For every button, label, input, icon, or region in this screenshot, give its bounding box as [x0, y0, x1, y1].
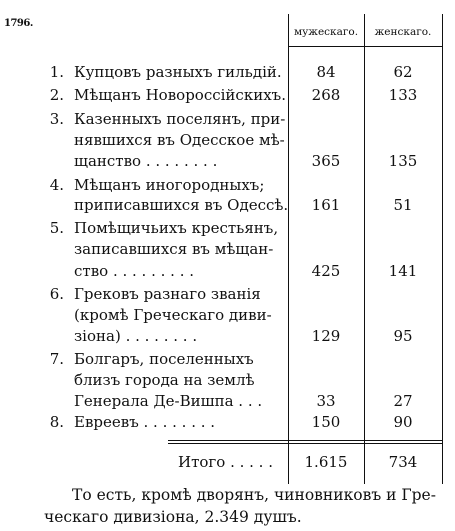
- row-number: 3.: [49, 110, 64, 128]
- header-female: женскаго.: [374, 26, 432, 38]
- year-marker: 1796.: [4, 18, 33, 29]
- total-label: Итого . . . . .: [178, 453, 273, 471]
- value-male: 268: [311, 86, 341, 104]
- row-label-line: Мѣщанъ иногородныхъ;: [74, 176, 265, 194]
- row-number: 1.: [49, 63, 64, 81]
- header-male: мужескаго.: [293, 26, 359, 38]
- row-label-line: Болгаръ, поселенныхъ: [74, 350, 254, 368]
- table-rule-right: [442, 14, 443, 484]
- value-female: 62: [393, 63, 413, 81]
- row-label-line: Помѣщичьихъ крестьянъ,: [74, 219, 279, 237]
- value-male: 129: [311, 327, 341, 345]
- value-male: 161: [311, 196, 341, 214]
- value-female: 51: [393, 196, 413, 214]
- value-female: 95: [393, 327, 413, 345]
- row-label-line: (кромѣ Греческаго диви-: [74, 306, 272, 324]
- total-female: 734: [388, 453, 418, 471]
- row-label-line: ство . . . . . . . . .: [74, 262, 194, 280]
- row-label-line: зіона) . . . . . . . .: [74, 327, 198, 345]
- row-number: 4.: [49, 176, 64, 194]
- row-number: 6.: [49, 285, 64, 303]
- row-number: 2.: [49, 86, 64, 104]
- value-male: 33: [316, 392, 336, 410]
- row-label: Мѣщанъ Новороссійскихъ.: [74, 86, 286, 104]
- total-rule-2: [168, 443, 443, 444]
- value-female: 90: [393, 413, 413, 431]
- value-female: 141: [388, 262, 418, 280]
- value-female: 133: [388, 86, 418, 104]
- value-female: 27: [393, 392, 413, 410]
- value-female: 135: [388, 152, 418, 170]
- row-label-line: приписавшихся въ Одессѣ.: [74, 196, 289, 214]
- row-number: 8.: [49, 413, 64, 431]
- row-number: 5.: [49, 219, 64, 237]
- total-rule-1: [168, 440, 443, 441]
- row-number: 7.: [49, 350, 64, 368]
- value-male: 84: [316, 63, 336, 81]
- row-label-line: Генерала Де-Вишпа . . .: [74, 392, 263, 410]
- header-underline: [288, 46, 443, 47]
- row-label-line: записавшихся въ мѣщан-: [74, 240, 274, 258]
- value-male: 365: [311, 152, 341, 170]
- row-label-line: щанство . . . . . . . .: [74, 152, 218, 170]
- row-label: Евреевъ . . . . . . . .: [74, 413, 216, 431]
- row-label-line: Грековъ разнаго званія: [74, 285, 261, 303]
- row-label-line: близъ города на землѣ: [74, 371, 255, 389]
- footer-line: ческаго дивизіона, 2.349 душъ.: [44, 508, 302, 526]
- row-label: Купцовъ разныхъ гильдій.: [74, 63, 282, 81]
- value-male: 425: [311, 262, 341, 280]
- row-label-line: нявшихся въ Одесское мѣ-: [74, 131, 285, 149]
- footer-line: То есть, кромѣ дворянъ, чиновниковъ и Гре-: [72, 486, 436, 504]
- row-label-line: Казенныхъ поселянъ, при-: [74, 110, 286, 128]
- total-male: 1.615: [304, 453, 348, 471]
- value-male: 150: [311, 413, 341, 431]
